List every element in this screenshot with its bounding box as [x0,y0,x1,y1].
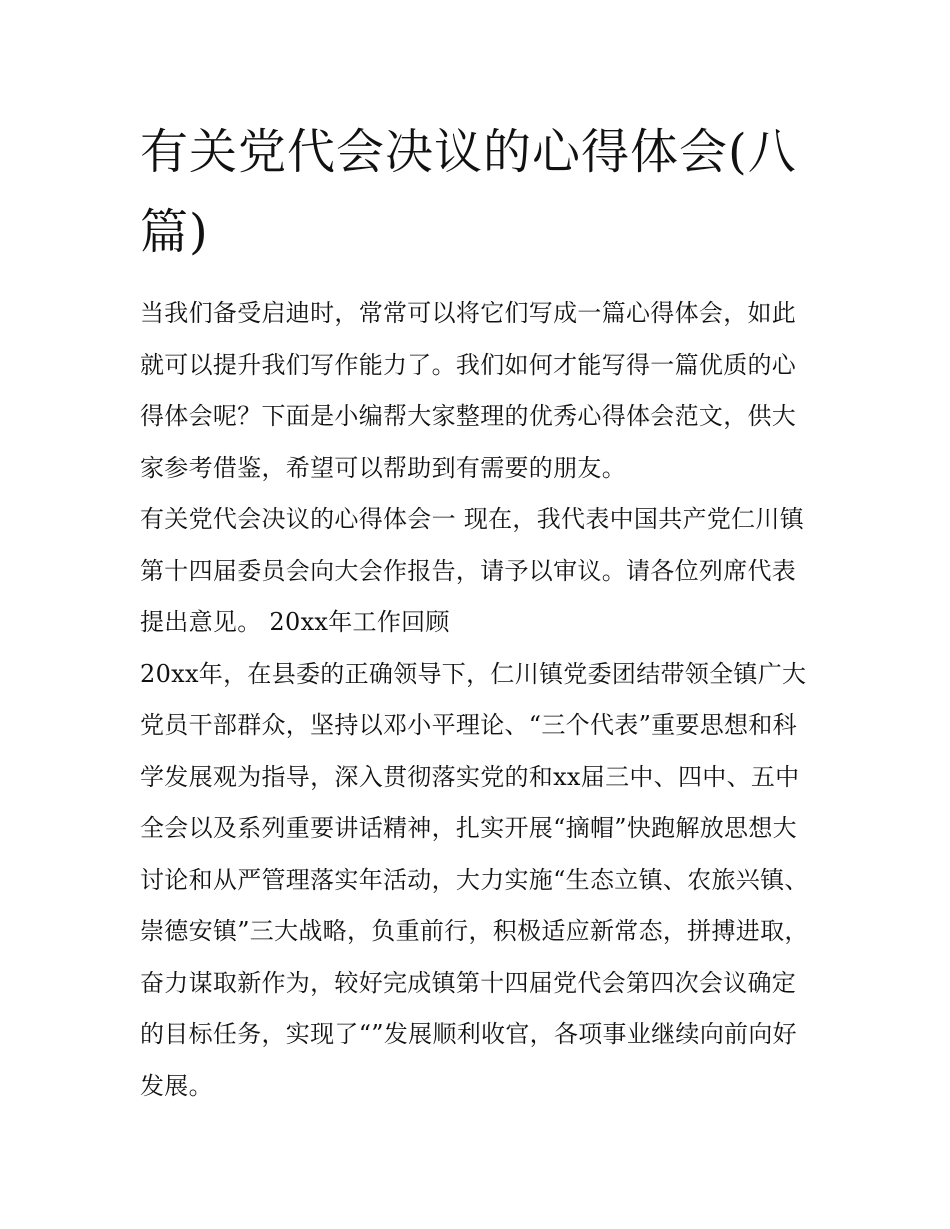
intro-paragraph: 当我们备受启迪时，常常可以将它们写成一篇心得体会，如此就可以提升我们写作能力了。我们如何才能写得一篇优质的心得体会呢？下面是小编帮大家整理的优秀心得体会范文，供大家参考借鉴，希望可以帮助到有需要的朋友。 [140,299,797,482]
document-page [140,112,812,1112]
section-one-paragraph: 有关党代会决议的心得体会一 现在，我代表中国共产党仁川镇第十四届委员会向大会作报告，请予以审议。请各位列席代表提出意见。 20xx年工作回顾 [140,505,805,636]
document-title: 有关党代会决议的心得体会(八篇) [140,124,797,260]
review-paragraph: 20xx年，在县委的正确领导下，仁川镇党委团结带领全镇广大党员干部群众，坚持以邓小平理论、“三个代表”重要思想和科学发展观为指导，深入贯彻落实党的和xx届三中、四中、五中全会以及系列重要讲话精神，扎实开展“摘帽”快跑解放思想大讨论和从严管理落实年活动，大力实施“生态立镇、农旅兴镇、崇德安镇”三大战略，负重前行，积极适应新常态，拼搏进取，奋力谋取新作为，较好完成镇第十四届党代会第四次会议确定的目标任务，实现了“”发展顺利收官，各项事业继续向前向好发展。 [140,659,809,1100]
